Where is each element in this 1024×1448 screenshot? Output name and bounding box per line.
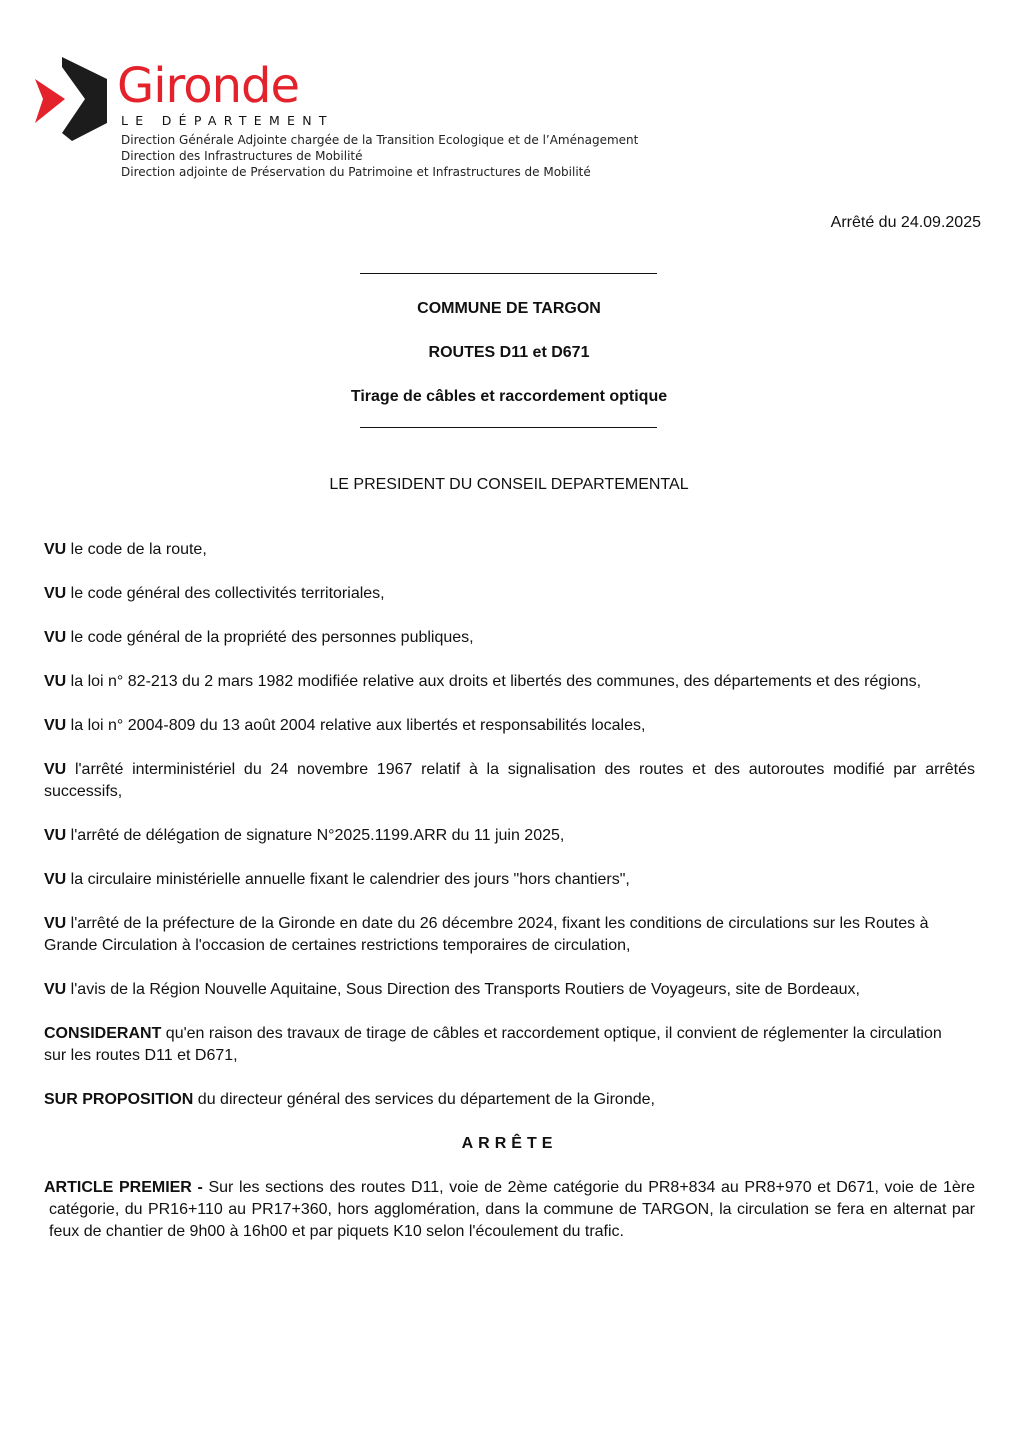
lead: VU: [44, 871, 67, 888]
lead: VU: [44, 585, 67, 602]
logo-subtitle: LE DÉPARTEMENT: [121, 113, 334, 128]
text: la loi n° 82-213 du 2 mars 1982 modifiée relative aux droits et libertés des communes, des départements et des régions,: [66, 673, 922, 690]
text: l'arrêté de la préfecture de la Gironde en date du 26 décembre 2024, fixant les conditions de circulations sur les Routes à Grande Circulation à l'occasion de certaines restrictions temporaires de circulation,: [44, 915, 929, 954]
paragraph: [44, 583, 975, 605]
text: l'arrêté interministériel du 24 novembre 1967 relatif à la signalisation des routes et des autoroutes modifié par arrêtés successifs,: [44, 761, 975, 800]
decree-date: Arrêté du 24.09.2025: [830, 214, 981, 231]
paragraph: [44, 627, 975, 649]
lead: VU: [44, 915, 67, 932]
lead: VU: [44, 827, 67, 844]
lead: CONSIDERANT: [44, 1025, 162, 1042]
lead: VU: [44, 761, 67, 778]
paragraph: [44, 671, 975, 693]
decision-heading: ARRÊTE: [461, 1135, 558, 1152]
text: le code de la route,: [66, 541, 207, 558]
text: la circulaire ministérielle annuelle fixant le calendrier des jours "hors chantiers",: [66, 871, 630, 888]
divider: [360, 427, 657, 428]
direction-line: Direction Générale Adjointe chargée de la Transition Ecologique et de l’Aménagement: [121, 133, 639, 147]
lead: VU: [44, 541, 67, 558]
direction-line: Direction adjointe de Préservation du Patrimoine et Infrastructures de Mobilité: [121, 165, 591, 179]
paragraph: [44, 539, 975, 561]
text: du directeur général des services du département de la Gironde,: [193, 1091, 655, 1108]
lead: ARTICLE PREMIER -: [44, 1179, 203, 1196]
text: la loi n° 2004-809 du 13 août 2004 relative aux libertés et responsabilités locales,: [66, 717, 646, 734]
text: l'arrêté de délégation de signature N°2025.1199.ARR du 11 juin 2025,: [66, 827, 565, 844]
lead: VU: [44, 673, 67, 690]
text: Sur les sections des routes D11, voie de 2ème catégorie du PR8+834 au PR8+970 et D671, voie de 1ère catégorie, du PR16+110 au PR17+360, hors agglomération, dans la commune de TARGON, la circulation se fera en alternat par feux de chantier de 9h00 à 16h00 et par piquets K10 selon l'écoulement du trafic.: [49, 1179, 975, 1240]
logo-text: Gironde: [117, 58, 299, 114]
paragraph: [44, 1089, 975, 1111]
lead: VU: [44, 981, 67, 998]
paragraph: [44, 1023, 944, 1067]
gironde-logo-icon: [35, 57, 109, 141]
paragraph: [44, 979, 975, 1001]
authority: LE PRESIDENT DU CONSEIL DEPARTEMENTAL: [329, 476, 689, 493]
paragraph: [44, 759, 975, 803]
direction-line: Direction des Infrastructures de Mobilité: [121, 149, 363, 163]
text: le code général des collectivités territoriales,: [66, 585, 385, 602]
title-subject: Tirage de câbles et raccordement optique: [350, 388, 668, 405]
title-roads: ROUTES D11 et D671: [428, 344, 590, 361]
paragraph: [44, 715, 975, 737]
paragraph: [44, 825, 975, 847]
text: le code général de la propriété des personnes publiques,: [66, 629, 474, 646]
text: qu'en raison des travaux de tirage de câbles et raccordement optique, il convient de réglementer la circulation sur les routes D11 et D671,: [44, 1025, 942, 1064]
lead: VU: [44, 629, 67, 646]
paragraph: [44, 913, 934, 957]
title-commune: COMMUNE DE TARGON: [417, 300, 601, 317]
lead: VU: [44, 717, 67, 734]
lead: SUR PROPOSITION: [44, 1091, 194, 1108]
decree-body: [44, 539, 975, 1265]
divider: [360, 273, 657, 274]
article-premier: [44, 1177, 975, 1243]
paragraph: [44, 869, 975, 891]
text: l'avis de la Région Nouvelle Aquitaine, Sous Direction des Transports Routiers de Voyageurs, site de Bordeaux,: [66, 981, 860, 998]
